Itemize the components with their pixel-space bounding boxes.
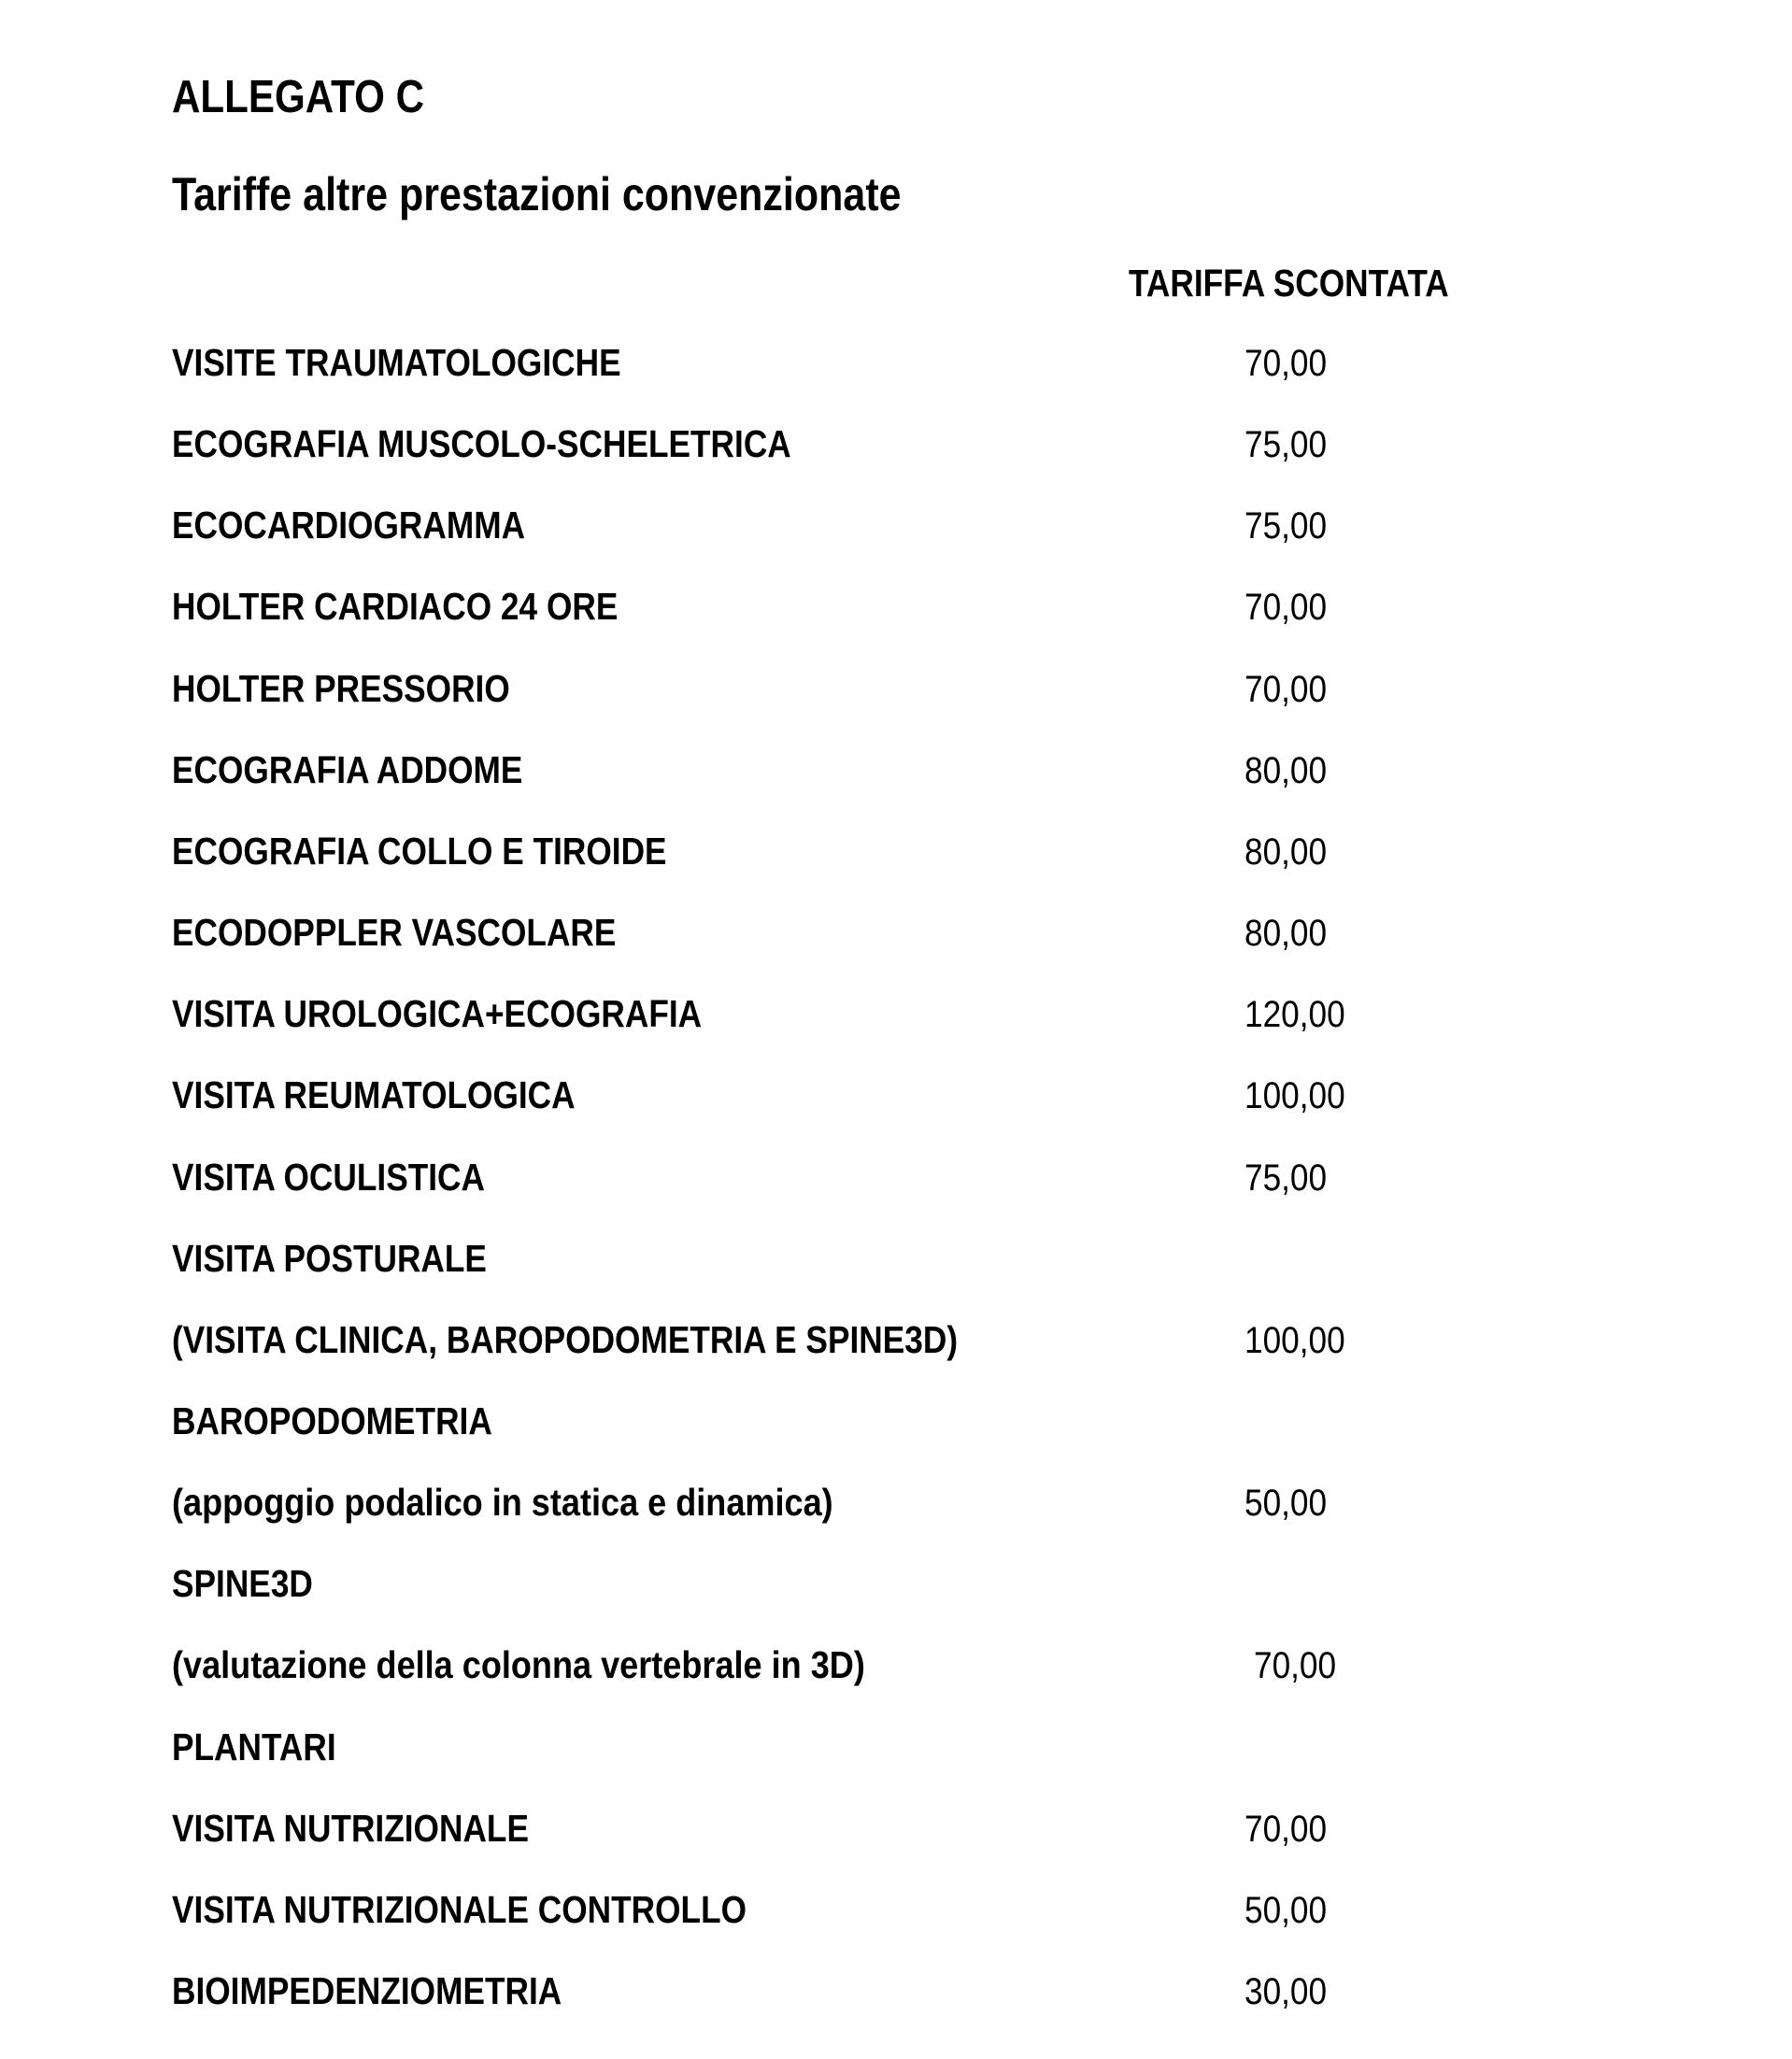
service-label: ECODOPPLER VASCOLARE bbox=[172, 911, 617, 955]
service-label: VISITA UROLOGICA+ECOGRAFIA bbox=[172, 992, 703, 1036]
tariff-row bbox=[0, 498, 1792, 545]
service-price: 80,00 bbox=[1244, 831, 1328, 873]
service-price: 70,00 bbox=[1244, 587, 1328, 629]
service-label: VISITA NUTRIZIONALE bbox=[172, 1806, 529, 1850]
service-price: 75,00 bbox=[1244, 424, 1328, 466]
tariff-row bbox=[0, 417, 1792, 466]
service-price: 50,00 bbox=[1244, 1483, 1328, 1525]
tariff-row bbox=[0, 1475, 1792, 1525]
service-price: 50,00 bbox=[1244, 1889, 1328, 1931]
tariff-row bbox=[0, 824, 1792, 871]
service-price: 70,00 bbox=[1244, 1808, 1328, 1850]
service-label: ECOCARDIOGRAMMA bbox=[172, 504, 526, 547]
service-label: BIOIMPEDENZIOMETRIA bbox=[172, 1969, 562, 2012]
tariff-row bbox=[0, 1068, 1792, 1115]
service-label: (VISITA CLINICA, BAROPODOMETRIA E SPINE3D) bbox=[172, 1317, 959, 1361]
service-price: 80,00 bbox=[1244, 913, 1328, 955]
service-label: ECOGRAFIA ADDOME bbox=[172, 747, 523, 791]
service-price: 120,00 bbox=[1244, 994, 1345, 1036]
tariff-row bbox=[0, 743, 1792, 789]
document-title: ALLEGATO C bbox=[172, 72, 425, 122]
service-label: VISITA NUTRIZIONALE CONTROLLO bbox=[172, 1887, 747, 1931]
tariff-row bbox=[0, 661, 1792, 708]
service-label: VISITA POSTURALE bbox=[172, 1236, 487, 1280]
tariff-row bbox=[0, 579, 1792, 629]
tariff-row bbox=[0, 987, 1792, 1036]
service-label: ECOGRAFIA COLLO E TIROIDE bbox=[172, 829, 667, 873]
service-label: VISITA OCULISTICA bbox=[172, 1155, 485, 1199]
tariff-row bbox=[0, 1882, 1792, 1929]
service-price: 70,00 bbox=[1244, 668, 1328, 710]
tariff-row bbox=[0, 1801, 1792, 1848]
column-header-tariffa-scontata: TARIFFA SCONTATA bbox=[1129, 262, 1449, 305]
service-label: (valutazione della colonna vertebrale in 3D) bbox=[172, 1643, 865, 1687]
service-price: 75,00 bbox=[1244, 505, 1328, 547]
tariff-row bbox=[0, 1313, 1792, 1359]
service-label: VISITE TRAUMATOLOGICHE bbox=[172, 341, 621, 384]
document-subtitle: Tariffe altre prestazioni convenzionate bbox=[172, 168, 902, 220]
tariff-row bbox=[0, 1231, 1792, 1278]
tariff-row bbox=[0, 1556, 1792, 1606]
tariff-row bbox=[0, 1964, 1792, 2010]
tariff-row bbox=[0, 1638, 1792, 1687]
tariff-row bbox=[0, 905, 1792, 955]
service-price: 70,00 bbox=[1254, 1645, 1337, 1687]
service-label: VISITA REUMATOLOGICA bbox=[172, 1073, 576, 1117]
service-label: ECOGRAFIA MUSCOLO-SCHELETRICA bbox=[172, 422, 791, 466]
service-price: 70,00 bbox=[1244, 343, 1328, 384]
service-price: 100,00 bbox=[1244, 1319, 1345, 1361]
service-label: HOLTER CARDIACO 24 ORE bbox=[172, 585, 619, 629]
service-label: (appoggio podalico in statica e dinamica) bbox=[172, 1481, 833, 1525]
service-price: 75,00 bbox=[1244, 1157, 1328, 1199]
tariff-row bbox=[0, 1720, 1792, 1767]
service-label: PLANTARI bbox=[172, 1725, 336, 1768]
service-price: 80,00 bbox=[1244, 749, 1328, 791]
service-price: 30,00 bbox=[1244, 1971, 1328, 2012]
service-label: SPINE3D bbox=[172, 1562, 313, 1606]
service-label: HOLTER PRESSORIO bbox=[172, 666, 510, 710]
tariff-row bbox=[0, 1150, 1792, 1197]
tariff-row bbox=[0, 335, 1792, 382]
tariff-row bbox=[0, 1394, 1792, 1441]
service-label: BAROPODOMETRIA bbox=[172, 1399, 492, 1442]
service-price: 100,00 bbox=[1244, 1075, 1345, 1117]
